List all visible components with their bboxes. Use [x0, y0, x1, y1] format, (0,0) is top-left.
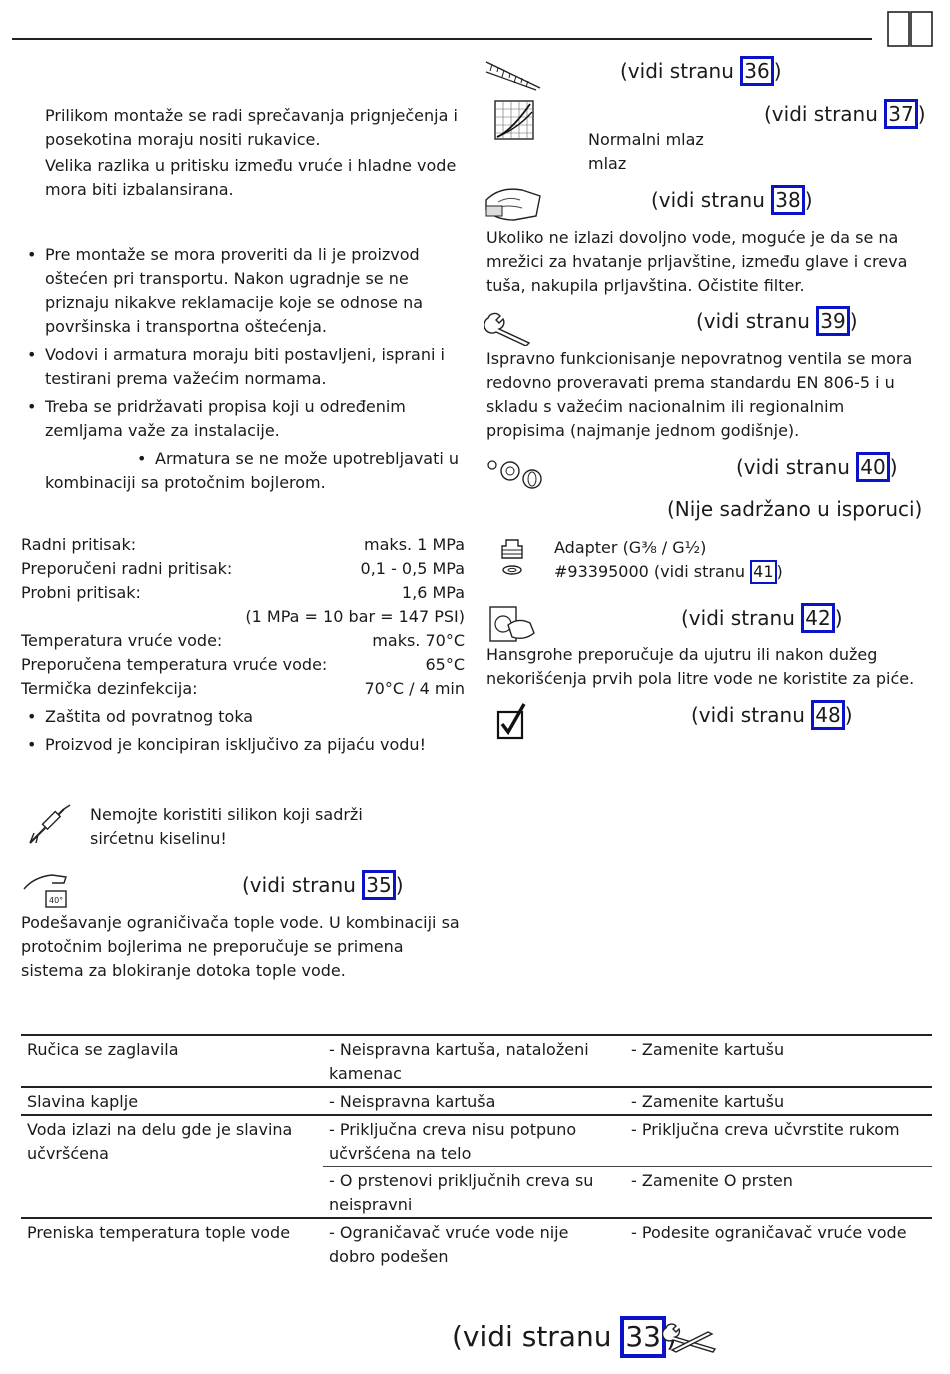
page-link-33[interactable]: 33	[620, 1316, 666, 1358]
features-list	[21, 705, 461, 757]
page-ref-40: (vidi stranu 40 )	[736, 452, 898, 482]
page-ref-42: (vidi stranu 42 )	[681, 603, 843, 633]
page-ref-39: (vidi stranu 39 )	[696, 306, 858, 336]
page-link-37[interactable]: 37	[884, 99, 917, 129]
page-link-41[interactable]: 41	[750, 560, 776, 584]
wrench-icon	[484, 310, 542, 346]
valve-text: Ispravno funkcionisanje nepovratnog ventila se mora redovno proveravati prema standardu EN 806-5 i u skladu s važećim nacionalnim ili regionalnim propisima (najmanje jednom godišnje).	[486, 349, 913, 440]
list-item: • Zaštita od povratnog toka	[21, 705, 461, 729]
adapter-icon	[498, 538, 526, 580]
page-link-39[interactable]: 39	[816, 306, 849, 336]
flow-label-mlaz: mlaz	[588, 154, 627, 173]
list-item: • Vodovi i armatura moraju biti postavljeni, isprani i testirani prema važećim normama.	[21, 343, 461, 391]
table-row: Ručica se zaglavila - Neispravna kartuša, nataloženi kamenac - Zamenite kartušu	[21, 1035, 932, 1087]
hansgrohe-note: Hansgrohe preporučuje da ujutru ili nakon dužeg nekorišćenja prvih pola litre vode ne koristite za piće.	[486, 645, 915, 688]
header-rule	[12, 38, 872, 40]
spec-row: (1 MPa = 10 bar = 147 PSI)	[245, 607, 465, 626]
safety-pressure-text: Velika razlika u pritisku između vruće i hladne vode mora biti izbalansirana.	[45, 156, 457, 199]
svg-text:40°: 40°	[49, 896, 64, 905]
table-row: Voda izlazi na delu gde je slavina učvršćena - Priključna creva nisu potpuno učvršćena na telo - Priključna creva učvrstite rukom	[21, 1115, 932, 1167]
cleaning-hand-icon	[484, 184, 544, 222]
flow-labels	[588, 128, 704, 176]
list-item	[21, 447, 461, 495]
not-included-note: (Nije sadržano u isporuci)	[667, 497, 923, 521]
hot-limit-text: Podešavanje ograničivača tople vode. U kombinaciji sa protočnim bojlerima ne preporučuje se primena sistema za blokiranje dotoka tople vode.	[21, 913, 460, 980]
page-link-48[interactable]: 48	[811, 700, 844, 730]
silicone-gun-icon	[24, 803, 72, 847]
fittings-icon	[486, 455, 544, 491]
adapter-line1: Adapter (G⅜ / G½)	[554, 538, 707, 557]
spec-row: Termička dezinfekcija: 70°C / 4 min	[21, 679, 465, 698]
hand-faucet-icon	[488, 603, 536, 643]
list-item: • Treba se pridržavati propisa koji u određenim zemljama važe za instalacije.	[21, 395, 461, 443]
page-link-36[interactable]: 36	[740, 56, 773, 86]
page-ref-37: (vidi stranu 37 )	[764, 99, 926, 129]
page-ref-35: (vidi stranu 35 )	[242, 870, 404, 900]
table-row: Slavina kaplje - Neispravna kartuša - Zamenite kartušu	[21, 1087, 932, 1115]
spec-row: Radni pritisak: maks. 1 MPa	[21, 535, 465, 554]
spec-row: Temperatura vruće vode: maks. 70°C	[21, 631, 465, 650]
troubleshooting-table	[21, 1034, 932, 1269]
flow-label-normal: Normalni mlaz	[588, 130, 704, 149]
tools-icon	[662, 1320, 722, 1358]
page-ref-38: (vidi stranu 38 )	[651, 185, 813, 215]
adapter-line2: #93395000 (vidi stranu 41 )	[554, 560, 783, 584]
hand-thermostat-icon	[22, 871, 70, 911]
open-book-icon	[886, 10, 934, 48]
adapter-info	[554, 536, 783, 584]
page-link-35[interactable]: 35	[362, 870, 395, 900]
filter-text: Ukoliko ne izlazi dovoljno vode, moguće je da se na mrežici za hvatanje prljavštine, između glave i creva tuša, nakupila prljavština. Očistite filter.	[486, 228, 908, 295]
footer-page-ref: (vidi stranu 33	[452, 1316, 677, 1358]
notes-list	[21, 243, 461, 495]
spec-row: Preporučeni radni pritisak: 0,1 - 0,5 MPa	[21, 559, 465, 578]
checkbox-checked-icon	[496, 702, 528, 740]
table-row: Preniska temperatura tople vode - Ograničavač vruće vode nije dobro podešen - Podesite ograničavač vruće vode	[21, 1218, 932, 1269]
spec-row: Probni pritisak: 1,6 MPa	[21, 583, 465, 602]
safety-block	[45, 104, 460, 202]
silicone-note: Nemojte koristiti silikon koji sadrži sirćetnu kiselinu!	[90, 805, 363, 848]
list-item: • Pre montaže se mora proveriti da li je proizvod oštećen pri transportu. Nakon ugradnje se ne priznaju nikakve reklamacije koje se odnose na površinska i transportna oštećenja.	[21, 243, 461, 339]
spec-table	[21, 533, 465, 701]
armatura-note: Armatura se ne može upotrebljavati u kombinaciji sa protočnim bojlerom.	[45, 449, 460, 492]
page-ref-48: (vidi stranu 48 )	[691, 700, 853, 730]
page-ref-36: (vidi stranu 36 )	[620, 56, 782, 86]
page-link-42[interactable]: 42	[801, 603, 834, 633]
spec-row: Preporučena temperatura vruće vode: 65°C	[21, 655, 465, 674]
ruler-icon	[484, 58, 542, 92]
page-link-38[interactable]: 38	[771, 185, 804, 215]
table-row: - O prstenovi priključnih creva su neispravni - Zamenite O prsten	[21, 1167, 932, 1219]
flow-graph-icon	[494, 100, 534, 140]
page-link-40[interactable]: 40	[856, 452, 889, 482]
list-item: • Proizvod je koncipiran isključivo za pijaću vodu!	[21, 733, 461, 757]
safety-gloves-text: Prilikom montaže se radi sprečavanja prignječenja i posekotina moraju nositi rukavice.	[45, 106, 458, 149]
